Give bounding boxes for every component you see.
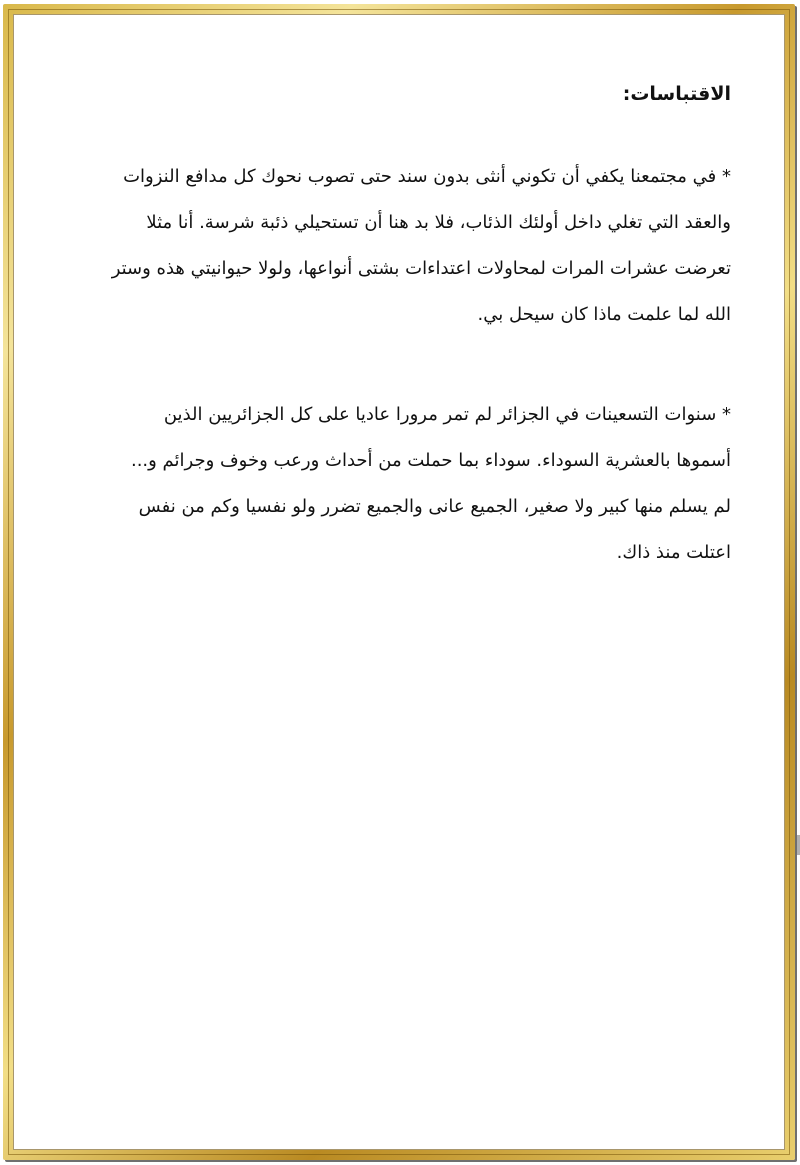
quote-line: الله لما علمت ماذا كان سيحل بي. [477, 304, 731, 325]
decorative-gold-frame [3, 4, 795, 1160]
quote-line: تعرضت عشرات المرات لمحاولات اعتداءات بشتى أنواعها، ولولا حيوانيتي هذه وستر [111, 258, 731, 279]
quote-line: والعقد التي تغلي داخل أولئك الذئاب، فلا بد هنا أن تستحيلي ذئبة شرسة. أنا مثلا [146, 212, 731, 233]
quote-line: * سنوات التسعينات في الجزائر لم تمر مرورا عاديا على كل الجزائريين الذين [163, 404, 731, 425]
quote-paragraph [111, 392, 731, 576]
quote-paragraph [71, 154, 731, 338]
quotes-heading: الاقتباسات: [622, 83, 731, 105]
quote-line: أسموها بالعشرية السوداء. سوداء بما حملت من أحداث ورعب وخوف وجرائم و... [130, 450, 731, 471]
document-content [71, 76, 731, 576]
quote-line: * في مجتمعنا يكفي أن تكوني أنثى بدون سند حتى تصوب نحوك كل مدافع النزوات [123, 166, 731, 187]
quote-line: لم يسلم منها كبير ولا صغير، الجميع عانى والجميع تضرر ولو نفسيا وكم من نفس [138, 496, 731, 517]
quote-line: اعتلت منذ ذاك. [616, 542, 731, 563]
document-page [13, 14, 785, 1150]
